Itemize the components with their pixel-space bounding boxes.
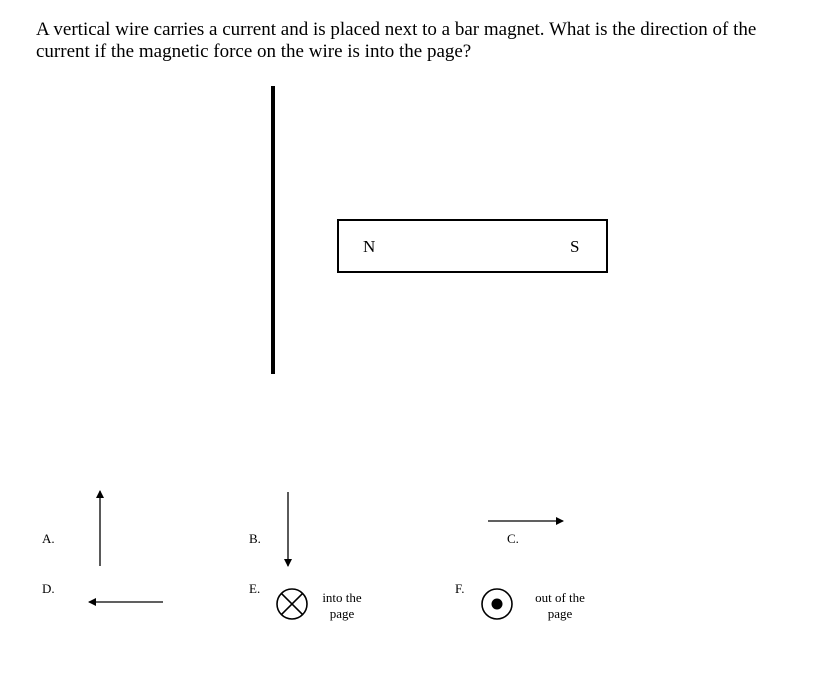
into-page-caption-line2: page: [329, 606, 355, 621]
option-f-label: F.: [455, 581, 465, 596]
magnet-south-label: S: [570, 237, 580, 256]
option-a-label: A.: [42, 531, 55, 546]
question-text: A vertical wire carries a current and is placed next to a bar magnet. What is the direction of the current if the magnetic force on the wire is into the page?: [36, 19, 757, 62]
option-e-label: E.: [249, 581, 261, 596]
into-page-caption: [302, 590, 382, 622]
option-b-label: B.: [249, 531, 261, 546]
out-of-page-caption: [520, 590, 600, 622]
magnet-north-label: N: [363, 237, 376, 256]
out-of-page-caption-line1: out of the: [535, 590, 585, 605]
into-page-caption-line1: into the: [322, 590, 362, 605]
option-c-label: C.: [507, 531, 519, 546]
out-of-page-icon: [482, 589, 512, 619]
out-of-page-caption-line2: page: [547, 606, 573, 621]
option-d-label: D.: [42, 581, 55, 596]
